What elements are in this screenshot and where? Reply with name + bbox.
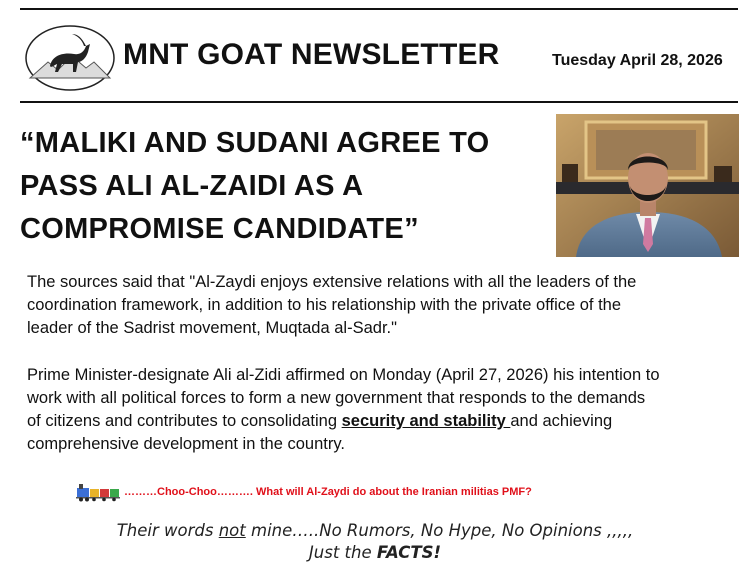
paragraph-pm-statement — [27, 364, 727, 456]
paragraph-line: Prime Minister-designate Ali al-Zidi affirmed on Monday (April 27, 2026) his intention to — [27, 366, 660, 384]
portrait-photo — [556, 114, 739, 257]
editor-comment — [124, 486, 532, 498]
paragraph-line: The sources said that "Al-Zaydi enjoys extensive relations with all the leaders of the — [27, 273, 637, 291]
paragraph-line — [27, 410, 727, 433]
emphasis-security-stability: security and stability — [341, 412, 511, 430]
paragraph-line: comprehensive development in the country. — [27, 435, 345, 453]
article-headline — [20, 122, 540, 251]
paragraph-line: coordination framework, in addition to his relationship with the private office of the — [27, 296, 622, 314]
paragraph-text: and achieving — [510, 412, 613, 430]
headline-line: PASS ALI AL-ZAIDI AS A — [20, 170, 364, 202]
paragraph-text: of citizens and contributes to consolidating — [27, 412, 338, 430]
newsletter-title: MNT GOAT NEWSLETTER — [123, 38, 500, 71]
headline-line: COMPROMISE CANDIDATE” — [20, 213, 419, 245]
header-rule — [20, 101, 738, 103]
mountain-goat-icon — [22, 22, 118, 94]
comment-question: What will Al-Zaydi do about the Iranian militias PMF? — [256, 486, 532, 498]
footer-facts: FACTS! — [376, 543, 442, 562]
footer-text: Just the — [308, 543, 377, 562]
paragraph-line: leader of the Sadrist movement, Muqtada al-Sadr." — [27, 319, 397, 337]
footer-emphasis: not — [218, 521, 246, 540]
paragraph-sources — [27, 271, 727, 340]
footer-line — [0, 542, 750, 564]
headline-line: “MALIKI AND SUDANI AGREE TO — [20, 127, 490, 159]
choo-choo-text: ………Choo-Choo………. — [124, 486, 253, 498]
top-rule — [20, 8, 738, 10]
footer-text: mine…..No Rumors, No Hype, No Opinions ,,,,, — [245, 521, 634, 540]
train-icon — [76, 482, 120, 502]
paragraph-line: work with all political forces to form a new government that responds to the demands — [27, 389, 646, 407]
footer-line — [0, 520, 750, 542]
footer-tagline — [0, 520, 750, 564]
issue-date: Tuesday April 28, 2026 — [552, 52, 723, 69]
footer-text: Their words — [116, 521, 219, 540]
